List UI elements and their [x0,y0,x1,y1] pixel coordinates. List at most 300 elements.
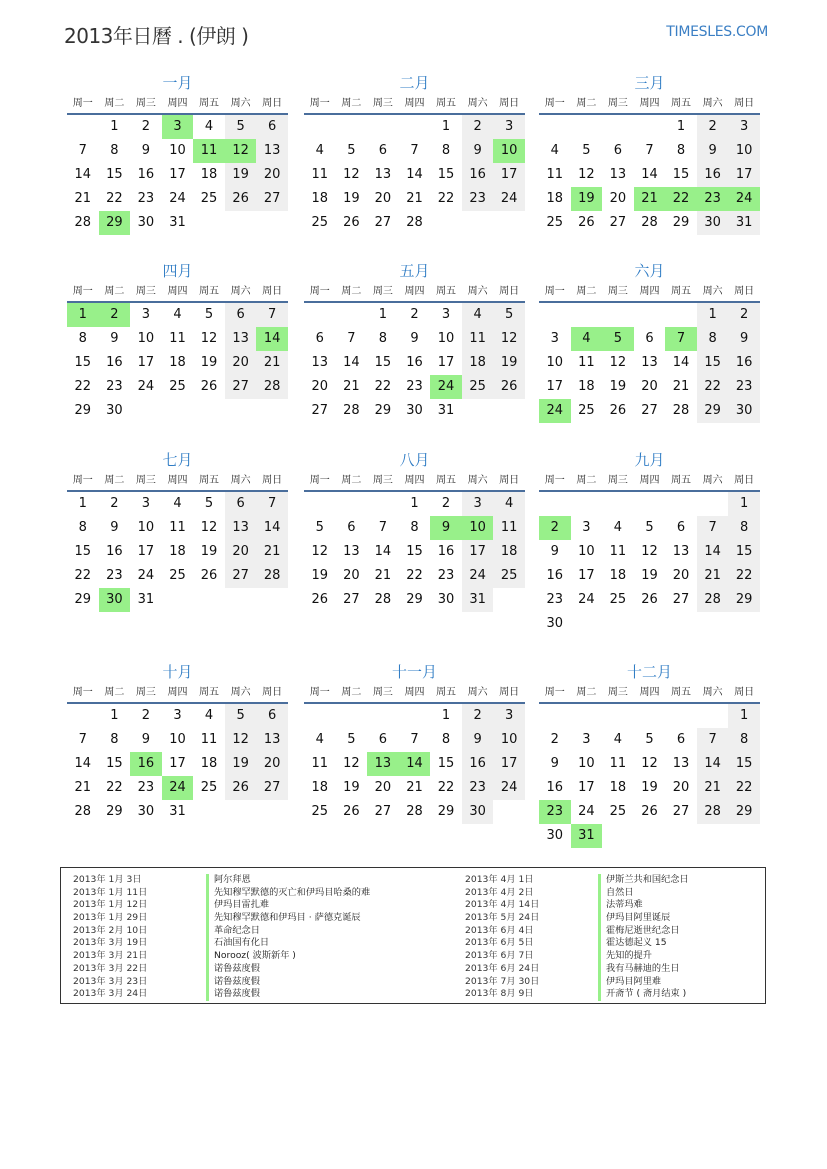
day-cell: 21 [256,540,288,564]
day-cell: 14 [256,327,288,351]
day-cell: 12 [343,756,360,771]
holiday-row [73,874,370,887]
day-cell: 26 [200,379,218,394]
weekday-label: 周三 [372,475,393,486]
empty-cell [399,704,431,728]
weekday-label: 周五 [199,687,220,698]
week-row [67,540,288,564]
holiday-date: 2013年 4月 1日 [465,874,534,885]
day-cell: 29 [74,403,92,418]
weekday-label: 周一 [72,687,93,698]
week-row [304,163,525,187]
day-cell: 24 [728,187,760,211]
day-cell: 7 [645,143,654,158]
holiday-row [465,963,689,976]
day-cell: 10 [169,732,186,747]
day-cell: 20 [609,191,627,206]
day-cell: 4 [204,119,214,134]
weekday-label: 周五 [671,98,692,109]
day-cell: 5 [204,307,214,322]
day-cell: 7 [697,516,729,540]
day-cell: 21 [697,564,729,588]
weekday-label: 周六 [467,98,488,109]
day-cell: 23 [697,187,729,211]
week-row [67,375,288,399]
week-row [539,375,760,399]
day-cell: 15 [374,355,392,370]
month-name: 五月 [399,262,430,280]
week-row [539,824,760,848]
day-cell: 23 [546,592,564,607]
empty-cell [634,612,666,636]
week-row [539,752,760,776]
week-row [67,776,288,800]
week-row [539,728,760,752]
day-cell: 27 [374,804,392,819]
weekday-header [67,282,288,303]
weekday-label: 周日 [262,286,283,297]
day-cell: 9 [141,732,151,747]
day-cell: 13 [641,355,658,370]
day-cell: 29 [406,592,423,607]
day-cell: 27 [225,375,257,399]
day-cell: 13 [343,544,360,559]
day-cell: 14 [641,167,658,182]
week-row [304,211,525,235]
month-6 [539,260,760,423]
day-cell: 21 [374,568,392,583]
holiday-row [73,988,370,1001]
day-cell: 13 [672,544,690,559]
day-cell: 21 [697,776,729,800]
day-cell: 2 [539,516,571,540]
day-cell: 30 [462,800,494,824]
empty-cell [399,115,431,139]
day-cell: 28 [406,215,423,230]
weekday-label: 周二 [341,286,362,297]
weekday-label: 周五 [436,286,457,297]
day-cell: 29 [374,403,392,418]
week-row [539,163,760,187]
day-cell: 16 [546,780,564,795]
week-row [304,728,525,752]
day-cell: 8 [441,732,451,747]
day-cell: 15 [74,355,92,370]
week-row [539,588,760,612]
day-cell: 10 [493,139,525,163]
empty-cell [634,303,666,327]
week-row [67,211,288,235]
day-cell: 16 [697,163,729,187]
day-cell: 11 [169,520,186,535]
day-cell: 2 [728,303,760,327]
holiday-date: 2013年 3月 19日 [73,937,148,949]
day-cell: 26 [311,592,329,607]
week-row [539,211,760,235]
day-cell: 9 [110,520,119,535]
day-cell: 5 [602,327,634,351]
empty-cell [367,704,399,728]
day-cell: 6 [225,303,257,327]
day-cell: 18 [200,756,218,771]
day-cell: 24 [162,776,194,800]
holiday-name: 开斋节 ( 斋月结束 ) [598,988,686,1001]
day-cell: 3 [141,307,151,322]
weekday-header [539,94,760,115]
day-cell: 2 [110,496,119,511]
weekday-label: 周日 [262,98,283,109]
day-cell: 2 [462,115,494,139]
day-cell: 17 [169,756,186,771]
day-cell: 26 [641,592,658,607]
day-cell: 15 [106,756,123,771]
day-cell: 14 [343,355,360,370]
day-cell: 20 [374,191,392,206]
day-cell: 21 [406,191,423,206]
day-cell: 2 [99,303,131,327]
day-cell: 17 [728,163,760,187]
week-row [304,351,525,375]
holiday-list [60,867,766,1004]
day-cell: 20 [225,540,257,564]
day-cell: 6 [225,492,257,516]
day-cell: 19 [641,568,658,583]
weekday-label: 周日 [734,98,755,109]
holiday-date: 2013年 5月 24日 [465,912,540,924]
day-cell: 13 [374,167,392,182]
week-row [304,752,525,776]
day-cell: 20 [672,568,690,583]
day-cell: 22 [437,780,455,795]
day-cell: 25 [169,568,186,583]
day-cell: 14 [74,167,92,182]
day-cell: 8 [110,732,119,747]
day-cell: 28 [641,215,658,230]
day-cell: 21 [74,780,92,795]
day-cell: 19 [200,544,218,559]
weekday-label: 周四 [167,286,188,297]
day-cell: 20 [672,780,690,795]
weekday-label: 周四 [167,687,188,698]
day-cell: 9 [410,331,419,346]
weekday-label: 周三 [135,687,156,698]
weekday-label: 周五 [199,98,220,109]
week-row [67,115,288,139]
weekday-header [539,282,760,303]
day-cell: 11 [193,139,225,163]
day-cell: 10 [578,756,595,771]
holiday-row [73,912,370,925]
empty-cell [571,704,603,728]
empty-cell [602,612,634,636]
day-cell: 20 [256,752,288,776]
weekday-label: 周六 [467,286,488,297]
weekday-label: 周一 [544,286,565,297]
day-cell: 16 [462,752,494,776]
day-cell: 25 [578,403,595,418]
day-cell: 16 [137,167,155,182]
holiday-date: 2013年 1月 12日 [73,899,148,911]
week-row [304,776,525,800]
day-cell: 19 [225,163,257,187]
day-cell: 30 [137,804,155,819]
day-cell: 18 [609,780,627,795]
holiday-name: 我有马赫迪的生日 [598,963,680,976]
weekday-label: 周六 [702,687,723,698]
weekday-label: 周三 [372,286,393,297]
week-row [304,115,525,139]
day-cell: 3 [141,496,151,511]
day-cell: 17 [437,355,455,370]
day-cell: 1 [67,303,99,327]
day-cell: 18 [311,191,329,206]
weekday-label: 周四 [404,687,425,698]
weekday-header [67,94,288,115]
day-cell: 6 [256,115,288,139]
holiday-row [465,950,689,963]
day-cell: 13 [311,355,329,370]
empty-cell [634,824,666,848]
week-row [304,588,525,612]
day-cell: 26 [641,804,658,819]
day-cell: 7 [665,327,697,351]
weekday-label: 周四 [639,286,660,297]
day-cell: 4 [173,496,182,511]
day-cell: 7 [78,732,87,747]
day-cell: 24 [493,776,525,800]
day-cell: 11 [169,331,186,346]
day-cell: 16 [546,568,564,583]
day-cell: 9 [550,756,559,771]
day-cell: 12 [311,544,329,559]
site-logo[interactable]: TIMESLES.COM [666,24,768,40]
week-row [67,752,288,776]
week-row [67,139,288,163]
holiday-date: 2013年 1月 11日 [73,886,148,898]
week-row [539,399,760,423]
weekday-header [67,471,288,492]
holiday-row [73,976,370,989]
day-cell: 2 [441,496,451,511]
day-cell: 7 [378,520,388,535]
day-cell: 26 [343,215,360,230]
week-row [539,187,760,211]
day-cell: 25 [200,191,218,206]
weekday-label: 周一 [544,98,565,109]
empty-cell [728,824,760,848]
month-name: 十二月 [626,663,672,681]
day-cell: 3 [462,492,494,516]
day-cell: 23 [539,800,571,824]
month-11 [304,661,525,824]
holiday-date: 2013年 8月 9日 [465,988,534,1000]
day-cell: 14 [74,756,92,771]
week-row [67,163,288,187]
weekday-label: 周二 [104,286,125,297]
day-cell: 27 [225,564,257,588]
day-cell: 25 [462,375,494,399]
day-cell: 12 [200,331,218,346]
empty-cell [67,704,99,728]
holiday-list-left [73,874,370,1001]
weekday-label: 周四 [404,286,425,297]
weekday-label: 周六 [702,286,723,297]
day-cell: 7 [410,143,419,158]
day-cell: 3 [728,115,760,139]
empty-cell [193,800,225,824]
empty-cell [539,303,571,327]
day-cell: 9 [550,544,559,559]
month-10 [67,661,288,824]
day-cell: 13 [225,327,257,351]
page-title: 2013年日曆 . (伊朗 ) [64,24,249,48]
day-cell: 23 [106,568,123,583]
day-cell: 28 [406,804,423,819]
holiday-row [465,937,689,950]
day-cell: 2 [410,307,419,322]
weekday-label: 周四 [639,687,660,698]
day-cell: 23 [728,375,760,399]
day-cell: 27 [672,804,690,819]
day-cell: 10 [578,544,595,559]
month-12 [539,661,760,848]
day-cell: 23 [437,568,455,583]
day-cell: 4 [571,327,603,351]
empty-cell [571,303,603,327]
day-cell: 11 [546,167,564,182]
day-cell: 25 [311,215,329,230]
day-cell: 6 [378,143,388,158]
day-cell: 8 [697,327,729,351]
weekday-label: 周六 [230,475,251,486]
month-name: 三月 [634,74,665,92]
day-cell: 4 [493,492,525,516]
day-cell: 19 [493,351,525,375]
day-cell: 11 [311,167,329,182]
day-cell: 5 [645,732,654,747]
empty-cell [602,824,634,848]
day-cell: 6 [378,732,388,747]
day-cell: 20 [311,379,329,394]
day-cell: 10 [169,143,186,158]
weekday-label: 周一 [544,687,565,698]
day-cell: 3 [550,331,559,346]
holiday-name: 霍达德起义 15 [598,937,667,950]
day-cell: 10 [462,516,494,540]
weekday-label: 周五 [199,475,220,486]
weekday-label: 周三 [607,475,628,486]
day-cell: 18 [493,540,525,564]
day-cell: 9 [110,331,119,346]
day-cell: 20 [256,163,288,187]
holiday-date: 2013年 3月 24日 [73,988,148,1000]
day-cell: 4 [462,303,494,327]
month-9 [539,449,760,636]
empty-cell [304,492,336,516]
holiday-name: 诺鲁兹度假 [206,988,260,1001]
day-cell: 3 [162,115,194,139]
empty-cell [367,492,399,516]
weekday-label: 周五 [671,687,692,698]
empty-cell [256,800,288,824]
weekday-label: 周三 [607,286,628,297]
day-cell: 1 [728,704,760,728]
day-cell: 29 [728,588,760,612]
day-cell: 14 [374,544,392,559]
month-7 [67,449,288,612]
day-cell: 7 [697,728,729,752]
day-cell: 6 [347,520,356,535]
empty-cell [665,704,697,728]
empty-cell [256,399,288,423]
weekday-label: 周日 [262,687,283,698]
day-cell: 5 [493,303,525,327]
day-cell: 1 [410,496,419,511]
holiday-date: 2013年 2月 10日 [73,924,148,936]
weekday-header [304,683,525,704]
holiday-name: 诺鲁兹度假 [206,963,260,976]
day-cell: 11 [609,544,627,559]
holiday-date: 2013年 1月 3日 [73,874,142,885]
day-cell: 3 [173,708,182,723]
day-cell: 6 [676,732,686,747]
empty-cell [602,303,634,327]
weekday-label: 周五 [436,98,457,109]
day-cell: 14 [256,516,288,540]
week-row [539,540,760,564]
day-cell: 17 [137,544,155,559]
day-cell: 24 [137,379,155,394]
month-name: 一月 [162,74,193,92]
month-3 [539,72,760,235]
holiday-name: 革命纪念日 [206,925,260,938]
day-cell: 7 [256,303,288,327]
day-cell: 22 [106,191,123,206]
week-row [67,187,288,211]
day-cell: 17 [546,379,564,394]
week-row [304,704,525,728]
day-cell: 28 [256,375,288,399]
weekday-label: 周二 [104,687,125,698]
day-cell: 14 [697,752,729,776]
day-cell: 22 [106,780,123,795]
day-cell: 31 [571,824,603,848]
day-cell: 9 [141,143,151,158]
day-cell: 25 [311,804,329,819]
holiday-date: 2013年 6月 5日 [465,937,534,949]
weekday-label: 周六 [230,286,251,297]
day-cell: 4 [315,143,324,158]
day-cell: 16 [106,355,123,370]
day-cell: 12 [225,139,257,163]
week-row [67,588,288,612]
day-cell: 30 [137,215,155,230]
day-cell: 30 [99,588,131,612]
day-cell: 2 [697,115,729,139]
weekday-label: 周一 [72,475,93,486]
weekday-header [67,683,288,704]
day-cell: 29 [672,215,690,230]
holiday-name: 伊玛目雷扎难 [206,899,269,912]
day-cell: 4 [204,708,214,723]
weekday-label: 周三 [607,98,628,109]
weekday-label: 周日 [499,475,520,486]
day-cell: 3 [441,307,451,322]
holiday-name: 自然日 [598,887,634,900]
month-8 [304,449,525,612]
day-cell: 8 [78,520,87,535]
month-1 [67,72,288,235]
